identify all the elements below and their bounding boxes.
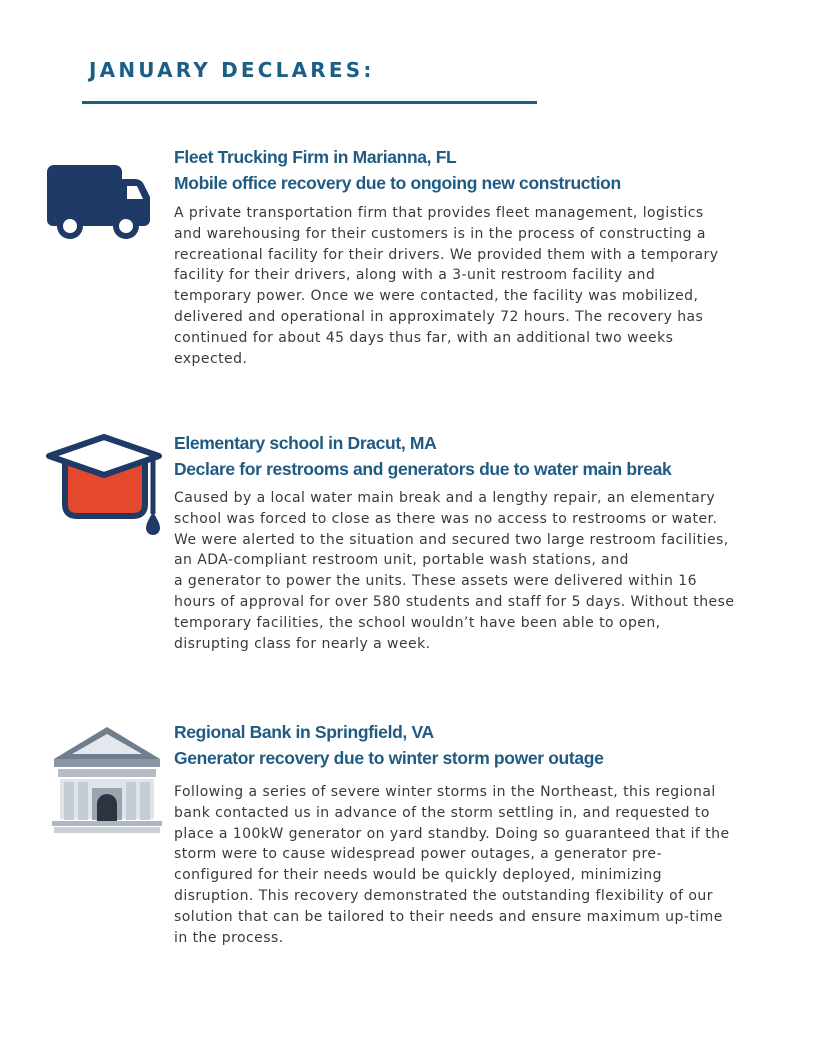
case-title-location: Regional Bank in Springfield, VA <box>174 722 434 742</box>
case-title <box>174 144 764 196</box>
body-line: bank contacted us in advance of the storm settling in, and requested to <box>174 804 710 821</box>
bank-building-icon <box>52 726 162 836</box>
case-description <box>174 488 764 654</box>
case-title-subject: Declare for restrooms and generators due to water main break <box>174 459 672 479</box>
case-description <box>174 782 764 948</box>
case-title-location: Fleet Trucking Firm in Marianna, FL <box>174 147 457 167</box>
body-line: in the process. <box>174 929 284 946</box>
body-line: Following a series of severe winter storms in the Northeast, this regional <box>174 784 716 800</box>
body-line: A private transportation firm that provides fleet management, logistics <box>174 205 704 221</box>
body-line: place a 100kW generator on yard standby. Doing so guaranteed that if the <box>174 825 730 842</box>
body-line: disruption. This recovery demonstrated the outstanding flexibility of our <box>174 887 713 904</box>
body-line: hours of approval for over 580 students and staff for 5 days. Without these <box>174 593 735 610</box>
body-line: expected. <box>174 350 248 367</box>
body-line: and warehousing for their customers is in the process of constructing a <box>174 225 706 242</box>
body-line: solution that can be tailored to their needs and ensure maximum up-time <box>174 908 723 925</box>
body-line: temporary power. Once we were contacted, the facility was mobilized, <box>174 288 699 305</box>
body-line: delivered and operational in approximately 72 hours. The recovery has <box>174 308 704 325</box>
body-line: facility for their drivers, along with a 3-unit restroom facility and <box>174 267 656 284</box>
case-description <box>174 203 764 369</box>
case-regional-bank <box>174 719 764 948</box>
body-line: an ADA-compliant restroom unit, portable wash stations, and <box>174 552 629 569</box>
heading-divider <box>82 101 537 104</box>
body-line: continued for about 45 days thus far, with an additional two weeks <box>174 329 674 346</box>
case-title <box>174 430 764 482</box>
case-fleet-trucking <box>174 144 764 369</box>
body-line: disrupting class for nearly a week. <box>174 635 431 652</box>
case-title-subject: Generator recovery due to winter storm power outage <box>174 748 604 768</box>
body-line: We were alerted to the situation and secured two large restroom facilities, <box>174 531 729 548</box>
body-line: a generator to power the units. These assets were delivered within 16 <box>174 573 697 590</box>
body-line: storm were to cause widespread power outages, a generator pre- <box>174 846 662 863</box>
body-line: recreational facility for their drivers. We provided them with a temporary <box>174 246 719 263</box>
body-line: Caused by a local water main break and a lengthy repair, an elementary <box>174 490 716 506</box>
case-elementary-school <box>174 430 764 654</box>
truck-icon <box>47 164 152 241</box>
body-line: configured for their needs would be quickly deployed, minimizing <box>174 867 662 884</box>
graduation-cap-icon <box>45 434 163 538</box>
case-title-location: Elementary school in Dracut, MA <box>174 433 437 453</box>
case-title-subject: Mobile office recovery due to ongoing new construction <box>174 173 621 193</box>
page-heading: JANUARY DECLARES: <box>89 58 375 82</box>
body-line: temporary facilities, the school wouldn’t have been able to open, <box>174 614 661 631</box>
case-title <box>174 719 764 771</box>
body-line: school was forced to close as there was no access to restrooms or water. <box>174 510 718 527</box>
